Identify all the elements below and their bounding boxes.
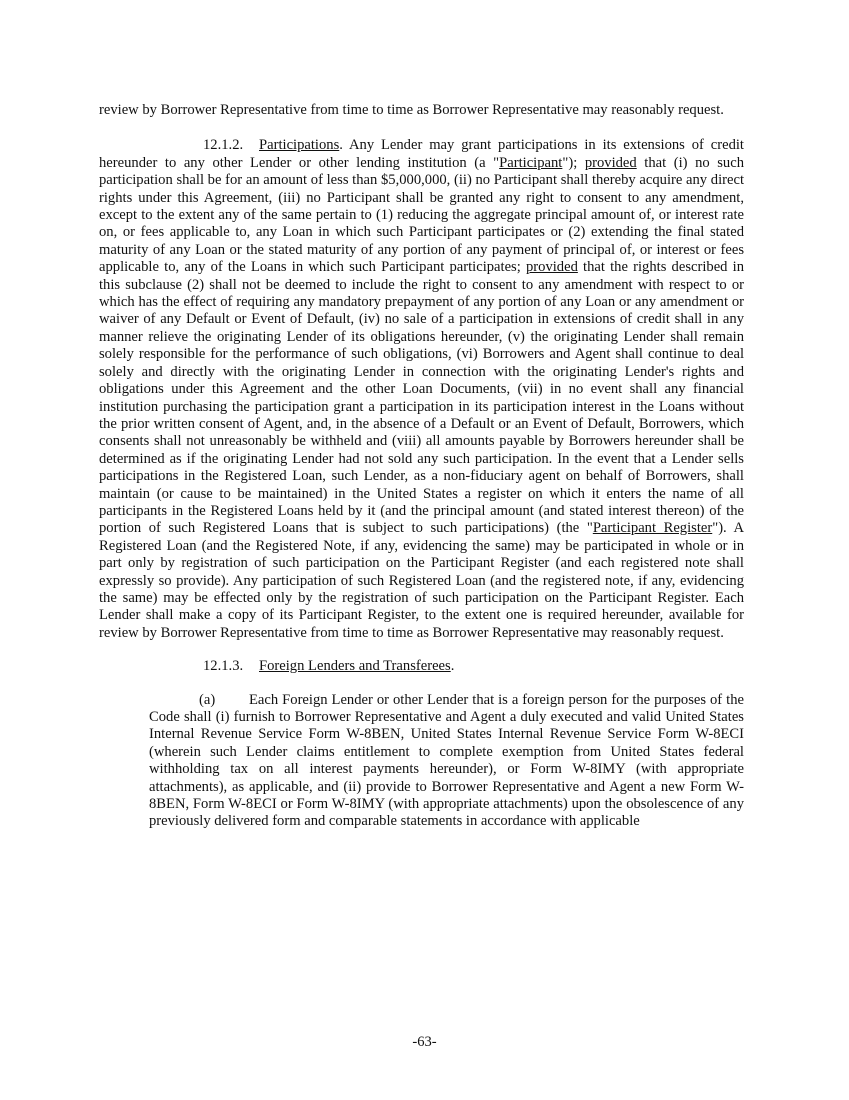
section-12-1-3-number: 12.1.3. <box>203 658 244 675</box>
section-12-1-3-heading: 12.1.3. Foreign Lenders and Transferees. <box>203 658 455 675</box>
subparagraph-a-label: (a) <box>199 691 216 708</box>
subparagraph-a <box>149 692 744 831</box>
document-page <box>99 102 744 831</box>
section-12-1-2-number: 12.1.2. <box>203 137 244 154</box>
section-12-1-2-paragraph: 12.1.2. Participations. Any Lender may grant participations in its extensions of credit hereunder to any other Lender or other lending institution (a "Participant"); provided that (i) no such participation shall be for an amount of less than $5,000,000, (ii) no Participant shall thereby acquire any direct rights under this Agreement, (iii) no Participant shall be granted any right to consent to any amendment, except to the extent any of the same pertain to (1) reducing the aggregate principal amount of, or interest rate on, or fees applicable to, any Loan in which such Participant participates or (2) extending the final stated maturity of any Loan or the stated maturity of any portion of any payment of principal of, or interest or fees applicable to, any of the Loans in which such Participant participates; provided that the rights described in this subclause (2) shall not be deemed to include the right to consent to any amendment with respect to or which has the effect of requiring any mandatory prepayment of any portion of any Loan or any amendment or waiver of any Default or Event of Default, (iv) no sale of a participation in extensions of credit shall in any manner relieve the originating Lender of its obligations hereunder, (v) the originating Lender shall remain solely responsible for the performance of such obligations, (vi) Borrowers and Agent shall continue to deal solely and directly with the originating Lender in connection with the originating Lender's rights and obligations under this Agreement and the other Loan Documents, (vii) in no event shall any financial institution purchasing the participation grant a participation in its participation interest in the Loans without the prior written consent of Agent, and, in the absence of a Default or an Event of Default, Borrowers, which consents shall not unreasonably be withheld and (viii) all amounts payable by Borrowers hereunder shall be determined as if the originating Lender had not sold any such participation. In the event that a Lender sells participations in the Registered Loan, such Lender, as a non-fiduciary agent on behalf of Borrowers, shall maintain (or cause to be maintained) in the United States a register on which it enters the name of all participants in the Registered Loans held by it (and the principal amount (and stated interest thereon) of the portion of such Registered Loans that is subject to such participations) (the "Participant Register"). A Registered Loan (and the Registered Note, if any, evidencing the same) may be participated in whole or in part only by registration of such participation on the Participant Register (and each registered note shall expressly so provide). Any participation of such Registered Loan (and the registered note, if any, evidencing the same) may be effected only by the registration of such participation on the Participant Register. Each Lender shall make a copy of its Participant Register, to the extent one is required hereunder, available for review by Borrower Representative from time to time as Borrower Representative may reasonably request. <box>99 137 745 641</box>
provided-term: provided <box>584 154 637 171</box>
lead-paragraph: review by Borrower Representative from time to time as Borrower Representative may reasonably request. <box>99 102 724 118</box>
page-number: -63- <box>412 1034 437 1050</box>
section-12-1-3-title: Foreign Lenders and Transferees <box>259 658 451 675</box>
defined-term-participant-register: Participant Register <box>592 520 713 537</box>
subparagraph-a-text: Each Foreign Lender or other Lender that is a foreign person for the purposes of the Code shall (i) furnish to Borrower Representative and Agent a duly executed and valid United States Internal Revenue Service Form W-8BEN, United States Internal Revenue Service Form W-8ECI (wherein such Lender claims entitlement to complete exemption from United States federal withholding tax on all interest payments hereunder), or Form W-8IMY (with appropriate attachments), as applicable, and (ii) provide to Borrower Representative and Agent a new Form W-8BEN, Form W-8ECI or Form W-8IMY (with appropriate attachments) upon the obsolescence of any previously delivered form and comparable statements in accordance with applicable <box>149 691 744 830</box>
defined-term-participant: Participant <box>499 154 563 171</box>
section-12-1-2-title: Participations <box>259 137 340 154</box>
provided-term: provided <box>525 259 578 276</box>
